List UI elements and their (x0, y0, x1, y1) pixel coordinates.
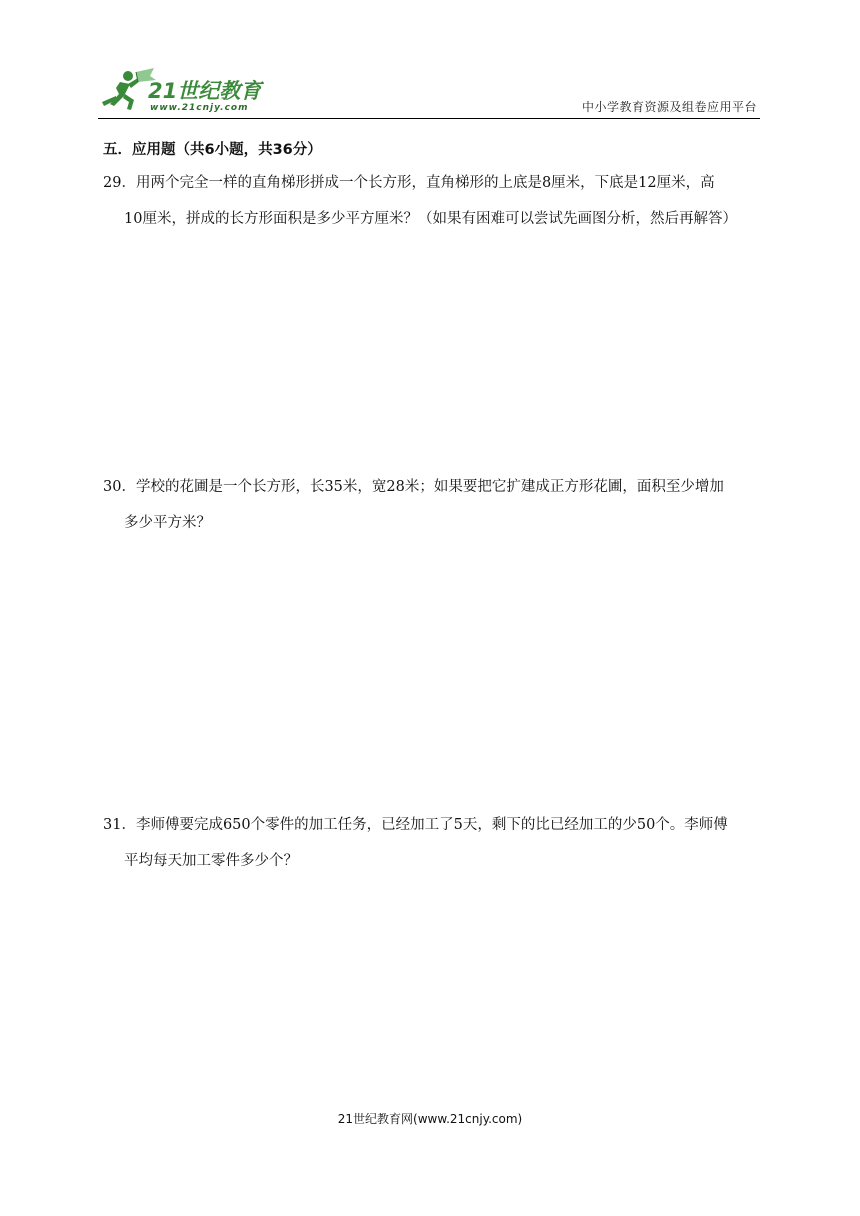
question-29 (103, 165, 765, 237)
platform-tagline: 中小学教育资源及组卷应用平台 (581, 100, 757, 114)
question-29-line-2: 10厘米，拼成的长方形面积是多少平方厘米？（如果有困难可以尝试先画图分析，然后再解答） (124, 211, 737, 227)
logo-text: 21世纪教育 (148, 79, 262, 103)
page-header (0, 0, 860, 120)
question-30 (103, 469, 765, 541)
question-31-line-2: 平均每天加工零件多少个？ (124, 853, 298, 869)
question-31-line-1: 31．李师傅要完成650个零件的加工任务，已经加工了5天，剩下的比已经加工的少50个。李师傅 (103, 817, 728, 833)
question-31 (103, 807, 765, 879)
question-29-line-1: 29．用两个完全一样的直角梯形拼成一个长方形，直角梯形的上底是8厘米，下底是12厘米，高 (103, 175, 715, 191)
page-footer[interactable]: 21世纪教育网(www.21cnjy.com) (337, 1112, 523, 1126)
logo-url: www.21cnjy.com (150, 103, 249, 113)
runner-logo-icon (94, 66, 264, 116)
site-logo[interactable] (94, 66, 264, 116)
question-30-line-1: 30．学校的花圃是一个长方形，长35米，宽28米；如果要把它扩建成正方形花圃，面积至少增加 (103, 479, 724, 495)
header-divider (98, 118, 760, 119)
question-30-line-2: 多少平方米？ (124, 515, 211, 531)
section-title: 五．应用题（共6小题，共36分） (103, 142, 322, 158)
